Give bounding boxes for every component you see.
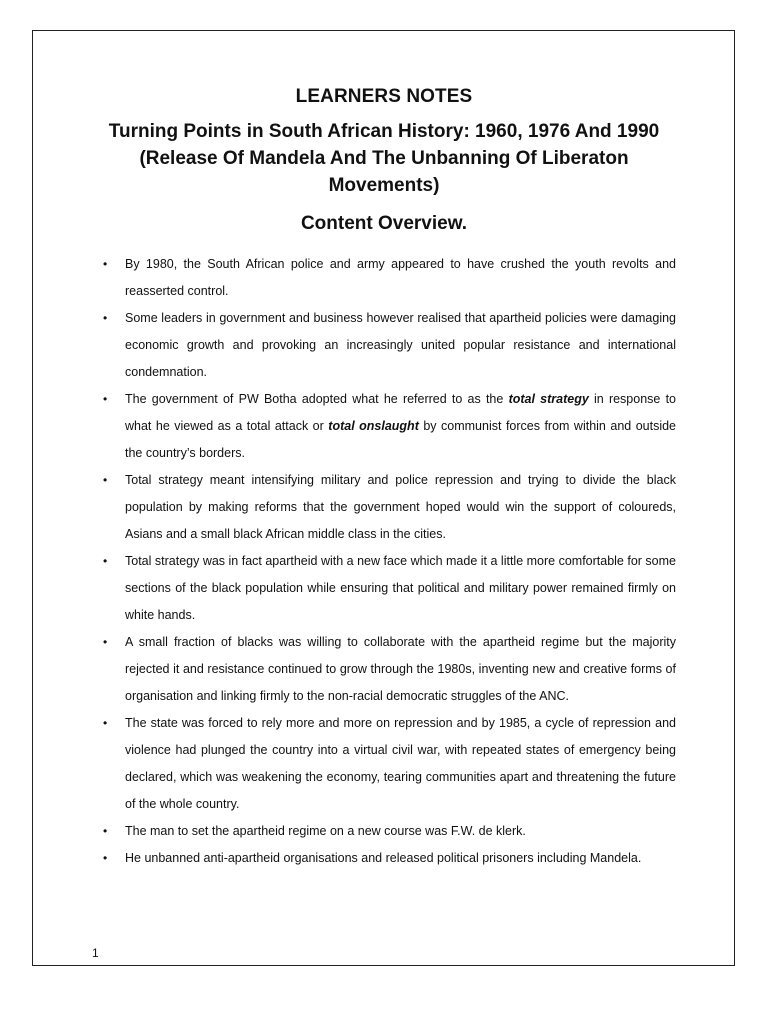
- list-item-text-part: The government of PW Botha adopted what he referred to as the: [125, 392, 509, 406]
- list-item: [92, 305, 676, 386]
- list-item-text: Total strategy meant intensifying military and police repression and trying to divide the black population by making reforms that the government hoped would win the support of coloureds, Asians and a small black African middle class in the cities.: [125, 473, 676, 541]
- bullet-icon: •: [103, 554, 108, 568]
- list-item: [92, 467, 676, 548]
- section-heading: Content Overview.: [300, 213, 468, 234]
- list-item-text: Total strategy was in fact apartheid with a new face which made it a little more comfortable for some sections of the black population while ensuring that political and military power remained firmly on white hands.: [125, 554, 676, 622]
- list-item: [92, 629, 676, 710]
- list-item: [92, 845, 676, 872]
- list-item: [92, 818, 676, 845]
- bullet-icon: •: [103, 635, 108, 649]
- bullet-icon: •: [103, 257, 108, 271]
- bullet-icon: •: [103, 392, 108, 406]
- bullet-icon: •: [103, 824, 108, 838]
- list-item-text-part: in response to what he viewed as a total attack or: [125, 392, 677, 433]
- list-item-text: A small fraction of blacks was willing to collaborate with the apartheid regime but the majority rejected it and resistance continued to grow through the 1980s, inventing new and creative forms of organisation and linking firmly to the non-racial democratic struggles of the ANC.: [125, 635, 676, 703]
- list-item: [92, 386, 676, 467]
- document-heading: LEARNERS NOTES: [295, 86, 473, 107]
- document-title: Turning Points in South African History: 1960, 1976 And 1990 (Release Of Mandela And The Unbanning Of Liberaton Movements): [108, 121, 660, 196]
- list-item-text: Some leaders in government and business however realised that apartheid policies were damaging economic growth and provoking an increasingly united popular resistance and international condemnation.: [125, 311, 676, 379]
- bullet-list: [92, 251, 676, 872]
- bullet-icon: •: [103, 716, 108, 730]
- bullet-icon: •: [103, 311, 108, 325]
- list-item-text: By 1980, the South African police and army appeared to have crushed the youth revolts and reasserted control.: [125, 257, 676, 298]
- bullet-icon: •: [103, 851, 108, 865]
- page-number: 1: [92, 946, 99, 960]
- list-item-text: The state was forced to rely more and more on repression and by 1985, a cycle of repression and violence had plunged the country into a virtual civil war, with repeated states of emergency being declared, which was weakening the economy, tearing communities apart and threatening the future of the whole country.: [125, 716, 676, 811]
- list-item-text-part: by communist forces from within and outside the country’s borders.: [125, 419, 677, 460]
- emphasis-total-onslaught: total onslaught: [328, 419, 419, 433]
- document-body: [92, 86, 676, 872]
- emphasis-total-strategy: total strategy: [508, 392, 589, 406]
- list-item: [92, 548, 676, 629]
- list-item: [92, 251, 676, 305]
- list-item: [92, 710, 676, 818]
- list-item-text: He unbanned anti-apartheid organisations and released political prisoners including Mandela.: [125, 851, 642, 865]
- list-item-text: The man to set the apartheid regime on a new course was F.W. de klerk.: [125, 824, 526, 838]
- bullet-icon: •: [103, 473, 108, 487]
